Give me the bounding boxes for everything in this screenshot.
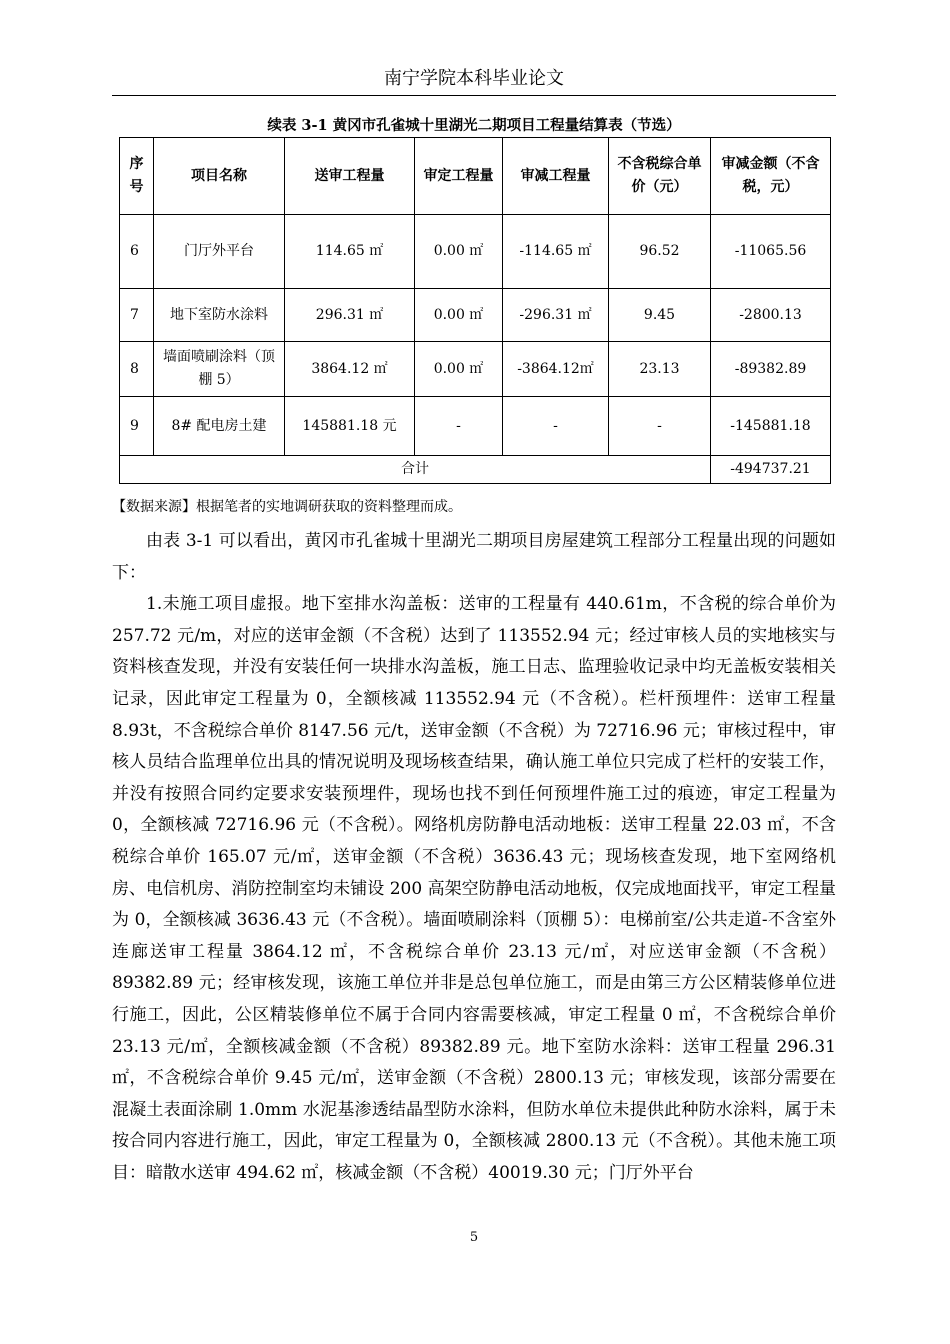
body-text <box>112 526 836 1189</box>
total-value: -494737.21 <box>711 456 831 484</box>
col-header-name: 项目名称 <box>154 138 285 215</box>
header-rule <box>112 95 836 96</box>
table-total-row <box>120 456 831 484</box>
cell-reduced-amount: -11065.56 <box>711 215 831 289</box>
col-header-reduced-amount: 审减金额（不含税，元） <box>711 138 831 215</box>
table-row <box>120 215 831 289</box>
cell-approved: 0.00 ㎡ <box>415 289 503 342</box>
page-number: 5 <box>469 1230 479 1245</box>
cell-unit-price: 23.13 <box>609 342 711 397</box>
paragraph-item-1: 1.未施工项目虚报。地下室排水沟盖板：送审的工程量有 440.61m，不含税的综合单价为 257.72 元/m，对应的送审金额（不含税）达到了 113552.94 元；经过审核人员的实地核实与资料核查发现，并没有安装任何一块排水沟盖板，施工日志、监理验收记录中均无盖板安装相关记录，因此审定工程量为 0，全额核减 113552.94 元（不含税）。栏杆预埋件：送审工程量 8.93t，不含税综合单价 8147.56 元/t，送审金额（不含税）为 72716.96 元；审核过程中，审核人员结合监理单位出具的情况说明及现场核查结果，确认施工单位只完成了栏杆的安装工作，并没有按照合同约定要求安装预埋件，现场也找不到任何预埋件施工过的痕迹，审定工程量为 0，全额核减 72716.96 元（不含税）。网络机房防静电活动地板：送审工程量 22.03 ㎡，不含税综合单价 165.07 元/㎡，送审金额（不含税）3636.43 元；现场核查发现，地下室网络机房、电信机房、消防控制室均未铺设 200 高架空防静电活动地板，仅完成地面找平，审定工程量为 0，全额核减 3636.43 元（不含税）。墙面喷刷涂料（顶棚 5）：电梯前室/公共走道-不含室外连廊送审工程量 3864.12 ㎡，不含税综合单价 23.13 元/㎡，对应送审金额（不含税）89382.89 元；经审核发现，该施工单位并非是总包单位施工，而是由第三方公区精装修单位进行施工，因此，公区精装修单位不属于合同内容需要核减，审定工程量 0 ㎡，不含税综合单价 23.13 元/㎡，全额核减金额（不含税）89382.89 元。地下室防水涂料：送审工程量 296.31 ㎡，不含税综合单价 9.45 元/㎡，送审金额（不含税）2800.13 元；审核发现，该部分需要在混凝土表面涂刷 1.0mm 水泥基渗透结晶型防水涂料，但防水单位未提供此种防水涂料，属于未按合同内容进行施工，因此，审定工程量为 0，全额核减 2800.13 元（不含税）。其他未施工项目：暗散水送审 494.62 ㎡，核减金额（不含税）40019.30 元；门厅外平台 <box>112 594 836 1183</box>
cell-seq: 6 <box>120 215 154 289</box>
col-header-approved: 审定工程量 <box>415 138 503 215</box>
col-header-reduced: 审减工程量 <box>503 138 609 215</box>
cell-reduced-amount: -145881.18 <box>711 397 831 456</box>
col-header-unit-price: 不含税综合单价（元） <box>609 138 711 215</box>
cell-seq: 7 <box>120 289 154 342</box>
cell-unit-price: - <box>609 397 711 456</box>
table-row <box>120 289 831 342</box>
cell-approved: 0.00 ㎡ <box>415 215 503 289</box>
cell-unit-price: 9.45 <box>609 289 711 342</box>
cell-approved: 0.00 ㎡ <box>415 342 503 397</box>
cell-seq: 8 <box>120 342 154 397</box>
quantity-table <box>119 137 831 484</box>
table-row <box>120 397 831 456</box>
cell-reduced-amount: -89382.89 <box>711 342 831 397</box>
table-caption: 续表 3-1 黄冈市孔雀城十里湖光二期项目工程量结算表（节选） <box>267 117 681 134</box>
cell-unit-price: 96.52 <box>609 215 711 289</box>
cell-reduced: - <box>503 397 609 456</box>
cell-submitted: 145881.18 元 <box>285 397 415 456</box>
cell-name: 门厅外平台 <box>154 215 285 289</box>
table-row <box>120 342 831 397</box>
cell-reduced: -3864.12㎡ <box>503 342 609 397</box>
cell-reduced: -296.31 ㎡ <box>503 289 609 342</box>
paragraph-intro: 由表 3-1 可以看出，黄冈市孔雀城十里湖光二期项目房屋建筑工程部分工程量出现的问题如下： <box>112 531 836 583</box>
total-label: 合计 <box>120 456 711 484</box>
cell-reduced: -114.65 ㎡ <box>503 215 609 289</box>
cell-name: 8# 配电房土建 <box>154 397 285 456</box>
cell-name: 地下室防水涂料 <box>154 289 285 342</box>
cell-name: 墙面喷刷涂料（顶棚 5） <box>154 342 285 397</box>
cell-approved: - <box>415 397 503 456</box>
col-header-seq: 序号 <box>120 138 154 215</box>
cell-submitted: 114.65 ㎡ <box>285 215 415 289</box>
page-header: 南宁学院本科毕业论文 <box>384 68 564 89</box>
cell-reduced-amount: -2800.13 <box>711 289 831 342</box>
col-header-submitted: 送审工程量 <box>285 138 415 215</box>
cell-seq: 9 <box>120 397 154 456</box>
source-note: 【数据来源】根据笔者的实地调研获取的资料整理而成。 <box>112 499 462 515</box>
table-header-row <box>120 138 831 215</box>
cell-submitted: 296.31 ㎡ <box>285 289 415 342</box>
cell-submitted: 3864.12 ㎡ <box>285 342 415 397</box>
